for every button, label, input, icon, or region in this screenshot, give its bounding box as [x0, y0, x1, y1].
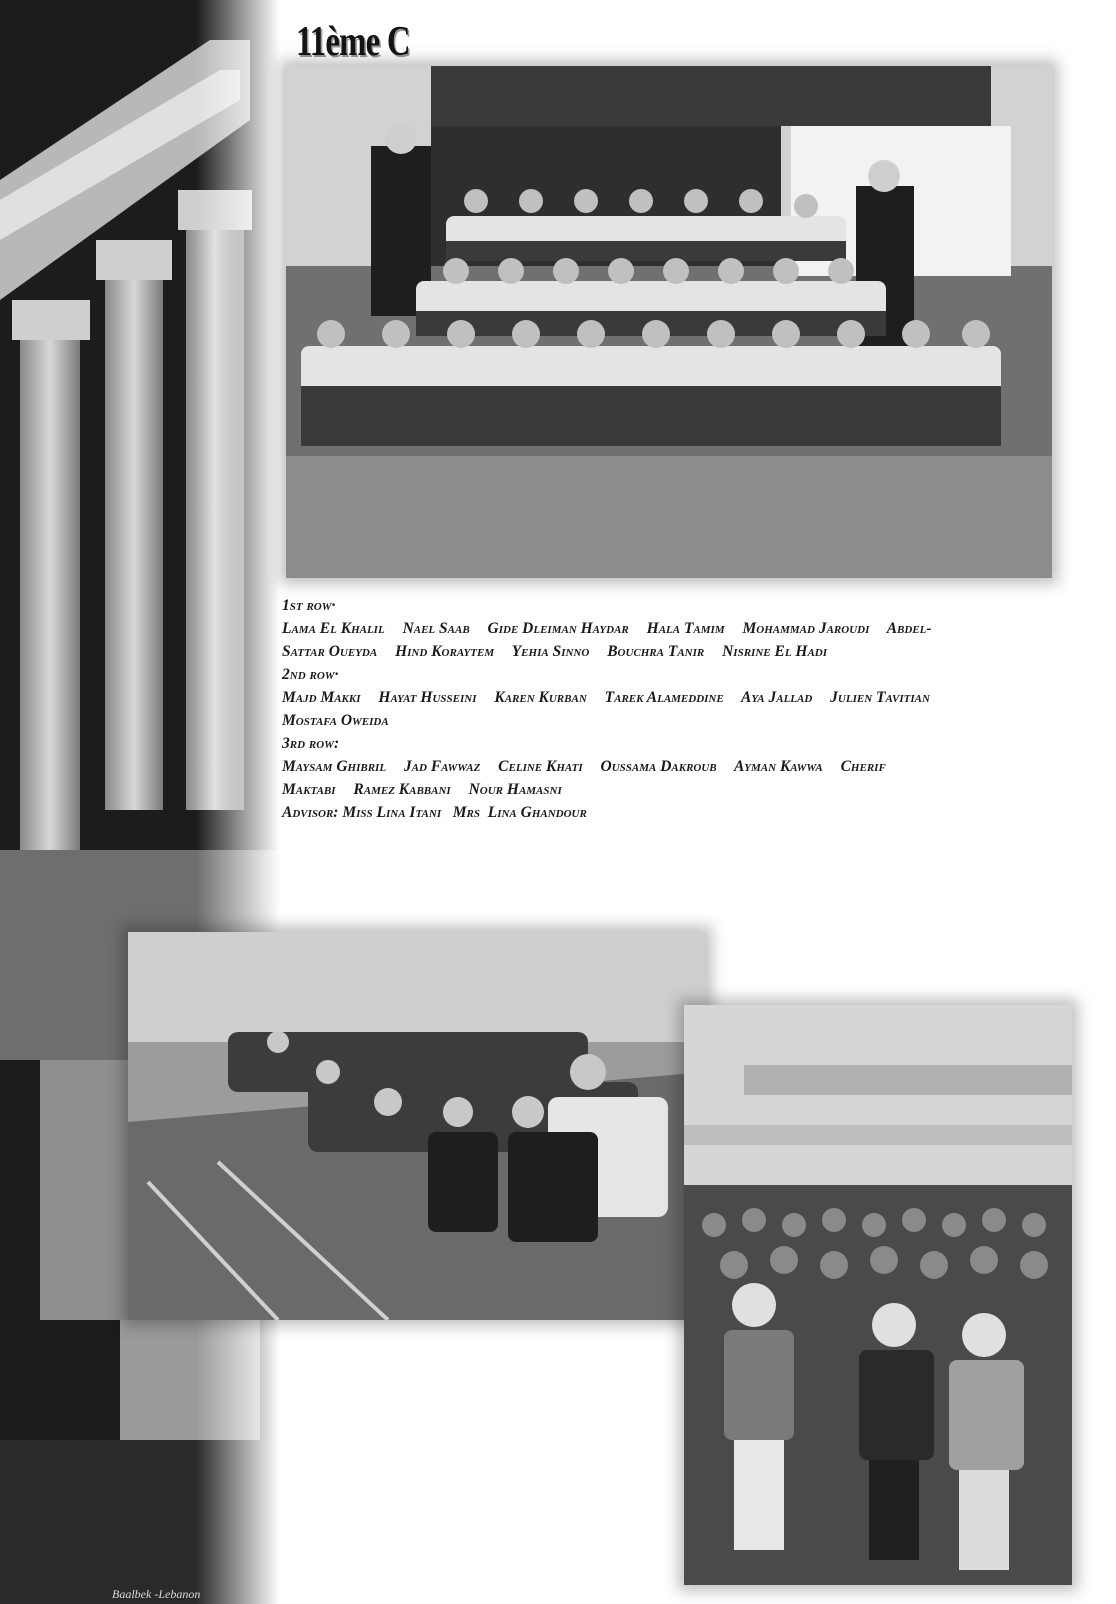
student-name: Hala Tamim: [646, 620, 725, 637]
student-name: Majd Makki: [282, 689, 361, 706]
student-name: Ayman Kawwa: [733, 758, 823, 775]
student-name: Abdel-: [886, 620, 932, 637]
students-seated-in-hall-photo: [128, 932, 706, 1320]
class-names-caption: [282, 594, 1114, 824]
student-name: Tarek Alameddine: [604, 689, 724, 706]
student-name: Gide Dleiman Haydar: [487, 620, 629, 637]
student-name: Jad Fawwaz: [403, 758, 481, 775]
student-name: Mostafa Oweida: [282, 712, 389, 729]
baalbek-temple-photo: [0, 0, 280, 1604]
student-name: Yehia Sinno: [511, 643, 590, 660]
row1-names-line-1: [282, 617, 1114, 640]
student-name: Nour Hamasni: [468, 781, 562, 798]
student-name: Nisrine El Hadi: [722, 643, 828, 660]
student-name: Lama El Khalil: [282, 620, 385, 637]
student-name: Sattar Oueyda: [282, 643, 378, 660]
student-name: Aya Jallad: [741, 689, 813, 706]
page-title: 11ème C: [296, 19, 410, 65]
row2-names-line-1: [282, 686, 1114, 709]
row2-heading: 2nd row·: [282, 666, 339, 683]
student-name: Bouchra Tanir: [607, 643, 705, 660]
student-name: Julien Tavitian: [830, 689, 930, 706]
student-name: Ramez Kabbani: [353, 781, 451, 798]
row1-heading: 1st row·: [282, 597, 336, 614]
student-name: Oussama Dakroub: [600, 758, 717, 775]
student-name: Nael Saab: [402, 620, 470, 637]
student-name: Hind Koraytem: [395, 643, 495, 660]
row3-names-line-1: [282, 755, 1114, 778]
student-name: Celine Khati: [498, 758, 583, 775]
row1-names-line-2: [282, 640, 1114, 663]
row3-names-line-2: [282, 778, 1114, 801]
children-audience-photo: [684, 1005, 1072, 1585]
student-name: Maktabi: [282, 781, 336, 798]
row2-names-line-2: [282, 709, 1114, 732]
student-name: Mohammad Jaroudi: [742, 620, 870, 637]
advisor-line: Advisor: Miss Lina Itani Mrs Lina Ghandour: [282, 804, 587, 821]
side-photo-caption: Baalbek -Lebanon: [112, 1587, 201, 1601]
student-name: Karen Kurban: [494, 689, 587, 706]
student-name: Maysam Ghibril: [282, 758, 387, 775]
class-group-photo: [286, 66, 1052, 578]
row3-heading: 3rd row:: [282, 735, 340, 752]
student-name: Hayat Husseini: [378, 689, 477, 706]
student-name: Cherif: [840, 758, 886, 775]
